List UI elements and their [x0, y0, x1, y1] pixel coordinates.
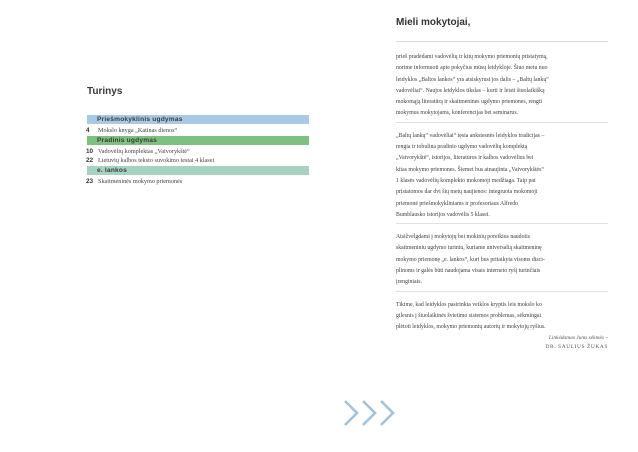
text-line: plėtoti leidyklos, mokymo priemonių autorių ir mokytojų ryšius.: [396, 324, 546, 331]
text-line: mokymus mokytojams, konferencijas bei seminarus.: [396, 110, 519, 117]
text-line: mokymo priemonę „e. lankos“, kuri bus pritaikyta visoms disci-: [396, 256, 545, 263]
divider: [396, 122, 608, 123]
toc-entry[interactable]: [87, 156, 309, 166]
toc-page-number: 10: [86, 147, 94, 155]
divider: [396, 291, 608, 292]
toc-title: Turinys: [87, 86, 123, 97]
divider: [396, 41, 608, 42]
text-line: leidyklos „Baltos lankos“ yra atsiskyrusi jos dalis – „Baltų lankų“: [396, 76, 549, 83]
text-line: vadovėliai“. Naujos leidyklos tikslas – kurti ir leisti šiuolaikišką: [396, 87, 545, 94]
toc-page-number: 4: [86, 127, 90, 134]
table-of-contents: [87, 86, 309, 186]
text-line: gilesnis į šiuolaikinės švietimo sistemos problemas, sėkmingai: [396, 312, 542, 319]
text-line: Bumblausko istorijos vadovėlis 5 klasei.: [396, 211, 490, 218]
text-line: 1 klasės vadovėlių komplekto mokomoji medžiaga. Taip pat: [396, 177, 536, 184]
toc-entry-text: Mokslo knyga „Katinas dienos“: [98, 127, 178, 134]
letter-paragraph: [396, 131, 608, 221]
toc-entry[interactable]: [87, 126, 309, 136]
letter-paragraph: [396, 52, 608, 120]
signature-name: DR. SAULIUS ŽUKAS: [545, 343, 608, 350]
text-line: įrenginiais.: [396, 279, 422, 286]
text-line: Tikime, kad leidyklos pasirinkta veiklos kryptis leis mokslo ko: [396, 301, 542, 308]
letter-title: Mieli mokytojai,: [396, 17, 471, 28]
toc-entry-text: Skaitmeninės mokymo priemonės: [98, 177, 183, 185]
text-line: „Baltų lankų“ vadovėliai“ tęsia ankstesnės leidyklos tradicijas –: [396, 132, 545, 139]
toc-page-number: 22: [86, 157, 94, 164]
text-line: norime informuoti apie pokyčius mūsų leidykloje. Šiuo metu nuo: [396, 65, 548, 72]
text-line: plinoms ir galės būti naudojama visais interneto ryšį turinčiais: [396, 268, 541, 275]
letter-paragraph: [396, 232, 608, 288]
toc-entry-text: Vadovėlių komplektas „Vaivorykštė“: [98, 147, 190, 155]
text-line: rengia ir tobulina pradinio ugdymo vadovėlių komplektą: [396, 144, 528, 151]
toc-section-header: e. lankos: [87, 166, 309, 175]
text-line: Atsižvelgdami į mokytojų bei mokinių poreikius naudotis: [396, 234, 530, 241]
text-line: pristatomos dar dvi šių metų naujienos: integruota mokomoji: [396, 189, 538, 196]
letter-paragraph: [396, 300, 608, 334]
text-line: prieš pradėdami vadovėlių ir kitų mokymo priemonių pristatymą,: [396, 54, 548, 60]
text-line: mokomąją literatūrą ir skaitmenines ugdymo priemones, rengti: [396, 99, 543, 106]
divider: [396, 223, 608, 224]
toc-entry-text: Lietuvių kalbos teksto suvokimo testai 4 klasei: [98, 157, 215, 164]
toc-entry[interactable]: [87, 177, 309, 187]
text-line: skaitmeniniu ugdymo turiniu, kuriame universalią skaitmeninę: [396, 245, 542, 252]
toc-section-header: Priešmokyklinis ugdymas: [87, 115, 309, 124]
signature-role: Linkėdamas Jums sėkmės –: [548, 334, 608, 341]
text-line: priemonė priešmokykliniams ir profesoriaus Alfredo: [396, 200, 519, 207]
letter-signature: [396, 334, 608, 352]
toc-page-number: 23: [86, 177, 94, 185]
toc-entry[interactable]: [87, 147, 309, 157]
triple-chevron-right-icon: [343, 399, 403, 427]
toc-section-header: Pradinis ugdymas: [87, 136, 309, 145]
intro-letter: [396, 17, 608, 352]
text-line: kitas mokymo priemones. Šiemet bus atnaujinta „Vaivorykštės“: [396, 166, 544, 173]
text-line: „Vaivorykštė“, istorijos, literatūros ir kalbos vadovėlius bei: [396, 155, 534, 162]
